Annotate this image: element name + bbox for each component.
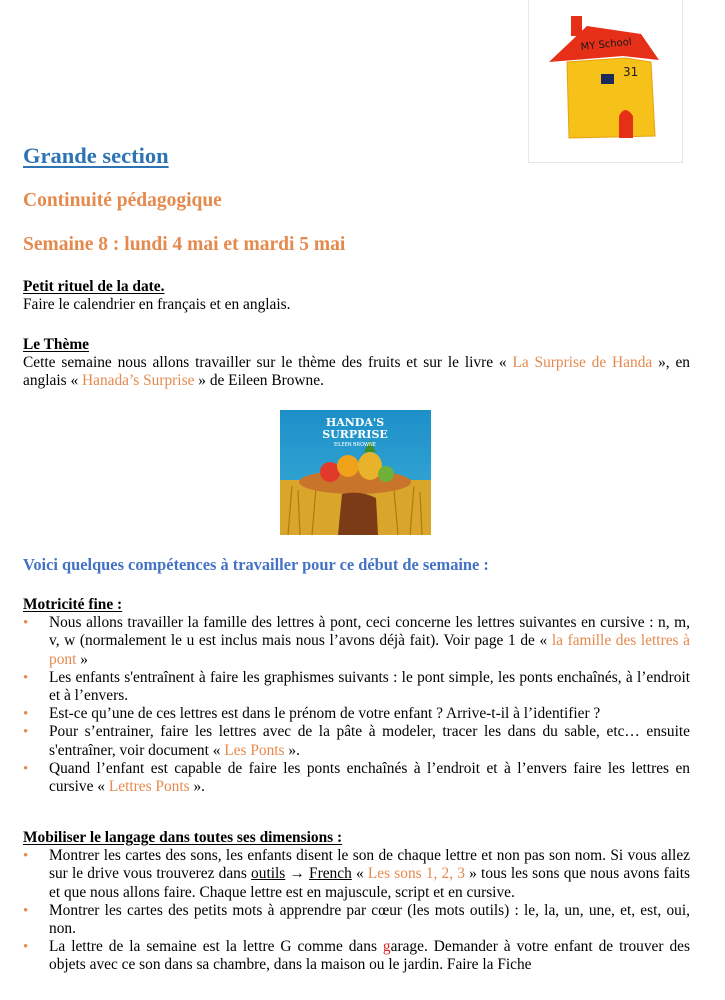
list-item: • Nous allons travailler la famille des lettres à pont, ceci concerne les lettres suivantes en cursive : n, m, v, w (normalement le u est inclus mais nous l’avons déjà fait). Voir page 1 de « la famille des lettres à pont » (23, 614, 690, 668)
theme-section (23, 336, 690, 391)
les-sons-link[interactable]: Les sons 1, 2, 3 (367, 865, 465, 883)
page-title: Grande section (23, 143, 169, 168)
surprise-de-handa-link[interactable]: La Surprise de Handa (512, 354, 653, 372)
cover-fruit-red (320, 462, 340, 482)
house-number: 31 (623, 65, 639, 79)
roof-text: MY School (580, 36, 633, 53)
list-item: • Est-ce qu’une de ces lettres est dans le prénom de votre enfant ? Arrive-t-il à l’identifier ? (23, 705, 601, 723)
lettres-a-pont-link[interactable]: la famille des lettres à pont (49, 632, 690, 668)
list-item: • Montrer les cartes des sons, les enfants disent le son de chaque lettre et non pas son nom. Si vous allez sur le drive vous trouverez dans outils → French « Les sons 1, 2, 3 » tous les sons que nous avons faits et que nous allons faire. Chaque lettre est en majuscule, script et en cursive. (23, 847, 690, 901)
theme-text (23, 354, 690, 390)
cover-fruit-green (378, 466, 394, 482)
list-item: • Quand l’enfant est capable de faire les ponts enchaînés à l’endroit et à l’envers faire les lettres en cursive « Lettres Ponts ». (23, 759, 690, 796)
arrow-icon: → (285, 865, 310, 883)
bullet-icon: • (23, 939, 29, 956)
week-title: Semaine 8 : lundi 4 mai et mardi 5 mai (23, 234, 346, 255)
bullet-icon: • (23, 724, 29, 741)
bullet-icon: • (23, 669, 29, 686)
skills-heading: Voici quelques compétences à travailler pour ce début de semaine : (23, 555, 489, 574)
cover-title-line2: SURPRISE (322, 428, 388, 441)
list-item: • Les enfants s'entraînent à faire les graphismes suivants : le pont simple, les ponts enchaînés, à l’endroit et à l’envers. (23, 668, 690, 705)
langage-heading: Mobiliser le langage dans toutes ses dimensions : (23, 829, 343, 846)
bullet-icon: • (23, 706, 29, 723)
motricite-heading: Motricité fine : (23, 596, 123, 613)
list-item: • Montrer les cartes des petits mots à apprendre par cœur (les mots outils) : le, la, un, une, et, est, oui, non. (23, 901, 690, 938)
page-subtitle: Continuité pédagogique (23, 190, 222, 211)
bullet-icon: • (23, 902, 29, 919)
cover-girl (338, 493, 378, 535)
cover-fruit-orange (337, 455, 359, 477)
langage-list (23, 847, 690, 974)
motricite-section (23, 596, 690, 796)
house-walls (567, 58, 655, 138)
theme-text-part3: » de Eileen Browne. (194, 372, 324, 390)
bullet-icon: • (23, 615, 29, 632)
french-link[interactable]: French (309, 865, 352, 883)
langage-section (23, 829, 690, 975)
outils-link[interactable]: outils (251, 865, 286, 883)
school-house-drawing (543, 12, 669, 142)
les-ponts-link[interactable]: Les Ponts (224, 741, 285, 759)
cover-title-line1: HANDA'S (325, 416, 385, 429)
highlight-letter-g: g (382, 938, 391, 956)
hanadas-surprise-link[interactable]: Hanada’s Surprise (82, 372, 195, 390)
bullet-icon: • (23, 760, 29, 777)
book-cover-image (280, 410, 431, 535)
rituel-heading: Petit rituel de la date. (23, 278, 165, 295)
theme-heading: Le Thème (23, 336, 89, 353)
motricite-list (23, 614, 690, 796)
list-item: • Pour s’entrainer, faire les lettres avec de la pâte à modeler, tracer les dans du sable, etc… ensuite s'entraîner, voir document « Les Ponts ». (23, 723, 690, 759)
window (601, 74, 614, 84)
door (619, 110, 633, 138)
theme-text-part1: Cette semaine nous allons travailler sur le thème des fruits et sur le livre « (23, 354, 513, 372)
rituel-section (23, 278, 690, 314)
list-item: • La lettre de la semaine est la lettre G comme dans garage. Demander à votre enfant de trouver des objets avec ce son dans sa chambre, dans la maison ou le jardin. Faire la Fiche (23, 938, 690, 974)
school-logo (528, 0, 683, 163)
cover-author: EILEEN BROWNE (334, 442, 376, 448)
theme-text-part2: », en anglais « (23, 354, 690, 390)
bullet-icon: • (23, 848, 29, 865)
rituel-text: Faire le calendrier en français et en anglais. (23, 296, 291, 314)
lettres-ponts-link[interactable]: Lettres Ponts (108, 778, 190, 796)
